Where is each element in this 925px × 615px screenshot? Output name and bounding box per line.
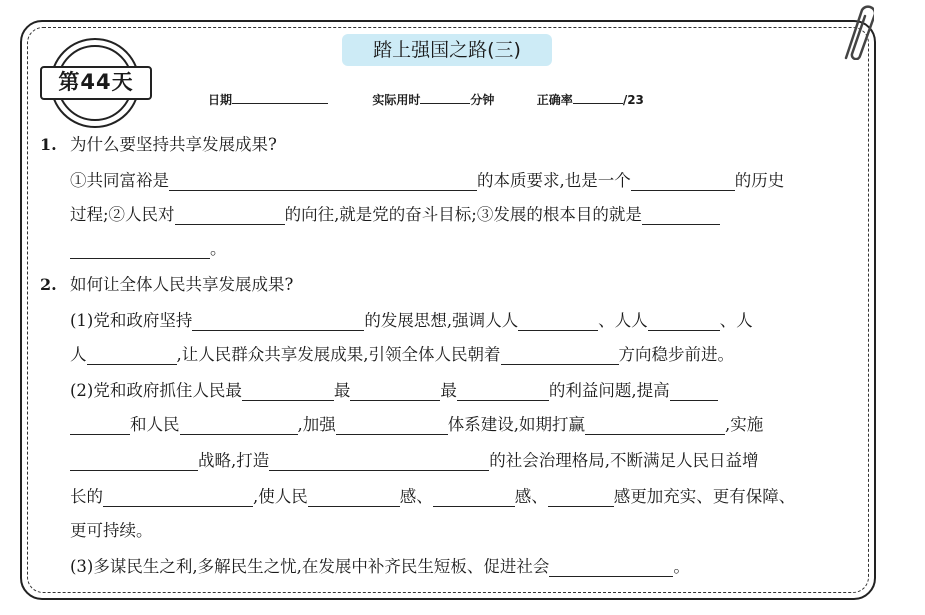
answer-blank[interactable] <box>180 414 298 435</box>
q2-text: 人 <box>70 345 87 364</box>
q1-line-1 <box>70 168 784 194</box>
q2-text: 感更加充实、更有保障、 <box>613 487 796 506</box>
q2-question: 如何让全体人民共享发展成果? <box>70 275 294 294</box>
answer-blank[interactable] <box>242 380 334 401</box>
answer-blank[interactable] <box>457 380 549 401</box>
page-title: 踏上强国之路(三) <box>342 34 552 66</box>
q2-text: 和人民 <box>130 415 180 434</box>
answer-blank[interactable] <box>336 414 448 435</box>
q2-number: 2. <box>40 275 57 294</box>
q2-line-1 <box>70 308 753 334</box>
answer-blank[interactable] <box>169 170 477 191</box>
date-field[interactable] <box>232 89 328 104</box>
q1-text: 。 <box>210 239 227 258</box>
paper-clip-icon <box>832 0 874 60</box>
q2-text: 感、 <box>514 487 548 506</box>
q1-question: 为什么要坚持共享发展成果? <box>70 135 277 154</box>
accuracy-field[interactable] <box>573 89 623 104</box>
q2-text: 最 <box>440 381 457 400</box>
q2-text: 、人 <box>719 311 753 330</box>
q2-line-3 <box>70 378 718 404</box>
answer-blank[interactable] <box>642 204 720 225</box>
q2-text: (3)多谋民生之利,多解民生之忧,在发展中补齐民生短板、促进社会 <box>70 557 550 576</box>
time-label: 实际用时 <box>372 93 421 107</box>
answer-blank[interactable] <box>549 556 673 577</box>
day-badge-label: 第44天 <box>40 66 152 100</box>
q2-text: (1)党和政府坚持 <box>70 311 193 330</box>
q2-text: ,加强 <box>297 415 336 434</box>
answer-blank[interactable] <box>192 310 364 331</box>
q2-text: 战略,打造 <box>198 451 270 470</box>
q1-line-2 <box>70 202 720 228</box>
q1-text: 过程;②人民对 <box>70 205 175 224</box>
answer-blank[interactable] <box>103 486 253 507</box>
q2-text: 的社会治理格局,不断满足人民日益增 <box>489 451 759 470</box>
q2-line-7: 更可持续。 <box>70 521 153 540</box>
answer-blank[interactable] <box>631 170 735 191</box>
day-badge <box>40 38 152 128</box>
q2-text: 方向稳步前进。 <box>618 345 734 364</box>
q2-line-4 <box>70 412 763 438</box>
q2-text: 。 <box>673 557 690 576</box>
q2-text: ,实施 <box>725 415 764 434</box>
answer-blank[interactable] <box>350 380 440 401</box>
q2-text: 的发展思想,强调人人 <box>364 311 519 330</box>
answer-blank[interactable] <box>518 310 598 331</box>
q2-text: ,让人民群众共享发展成果,引领全体人民朝着 <box>176 345 501 364</box>
time-field[interactable] <box>420 89 470 104</box>
q2-line-2 <box>70 342 734 368</box>
answer-blank[interactable] <box>648 310 720 331</box>
q2-text: 的利益问题,提高 <box>548 381 670 400</box>
answer-blank[interactable] <box>548 486 614 507</box>
q2-text: ,使人民 <box>253 487 308 506</box>
answer-blank[interactable] <box>87 344 177 365</box>
q1-text: ①共同富裕是 <box>70 171 169 190</box>
q2-text: 感、 <box>399 487 433 506</box>
q2-line-5 <box>70 448 759 474</box>
answer-blank[interactable] <box>70 238 210 259</box>
answer-blank[interactable] <box>501 344 619 365</box>
time-unit: 分钟 <box>470 93 495 107</box>
answer-blank[interactable] <box>585 414 725 435</box>
q1-text: 的向往,就是党的奋斗目标;③发展的根本目的就是 <box>284 205 642 224</box>
q2-text: (2)党和政府抓住人民最 <box>70 381 242 400</box>
q2-text: 、人人 <box>598 311 648 330</box>
q1-line-3 <box>70 236 227 262</box>
accuracy-label: 正确率 <box>536 93 573 107</box>
answer-blank[interactable] <box>269 450 489 471</box>
q2-text: 长的 <box>70 487 103 506</box>
q2-line-6 <box>70 484 795 510</box>
accuracy-total: /23 <box>622 93 644 107</box>
q1-number: 1. <box>40 135 57 154</box>
q2-text: 最 <box>333 381 351 400</box>
q1-text: 的本质要求,也是一个 <box>477 171 631 190</box>
answer-blank[interactable] <box>70 450 198 471</box>
answer-blank[interactable] <box>70 414 130 435</box>
q2-text: 体系建设,如期打赢 <box>447 415 585 434</box>
info-row <box>208 89 644 110</box>
date-label: 日期 <box>208 93 233 107</box>
q1-text: 的历史 <box>734 171 785 190</box>
answer-blank[interactable] <box>670 380 718 401</box>
q2-line-8 <box>70 554 690 580</box>
answer-blank[interactable] <box>433 486 515 507</box>
answer-blank[interactable] <box>308 486 400 507</box>
answer-blank[interactable] <box>175 204 285 225</box>
